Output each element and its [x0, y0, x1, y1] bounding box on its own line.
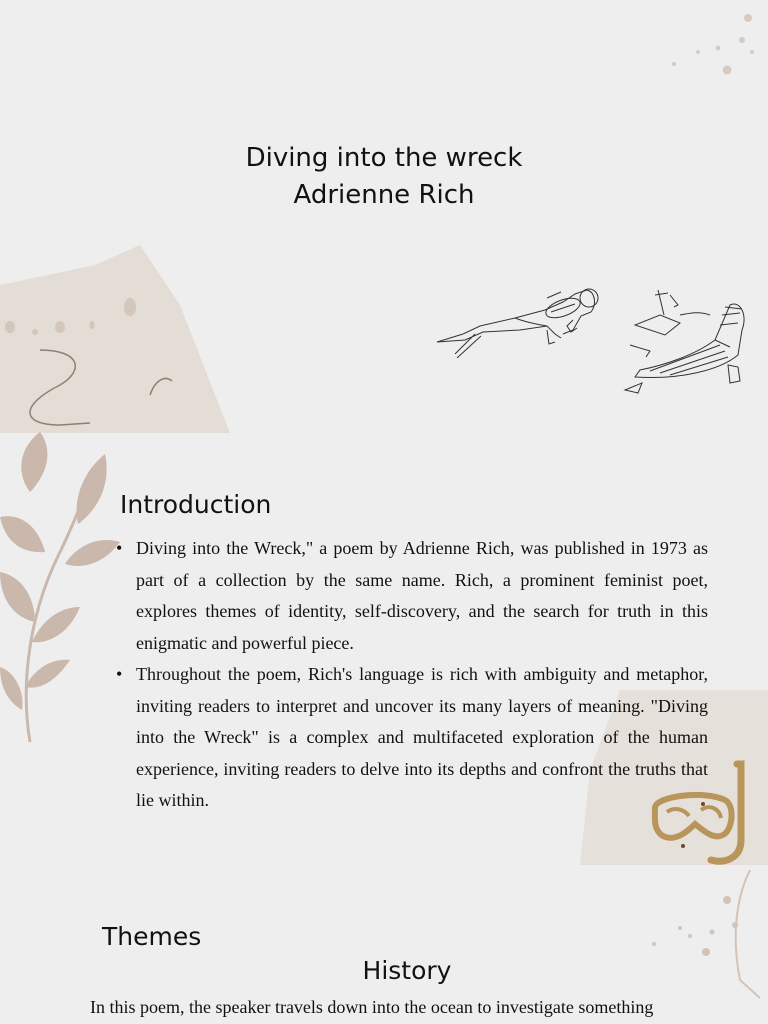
leaf-branch-decoration — [0, 432, 125, 752]
shipwreck-illustration — [620, 285, 750, 400]
introduction-heading: Introduction — [120, 490, 272, 519]
history-text: In this poem, the speaker travels down into the ocean to investigate something — [90, 997, 654, 1017]
diver-illustration — [435, 282, 600, 367]
dot-cluster-decoration — [660, 10, 760, 80]
title-line-1: Diving into the wreck — [245, 143, 523, 173]
bullet-icon: • — [116, 538, 123, 558]
beige-blob-decoration — [0, 245, 230, 435]
introduction-bullet-list — [116, 533, 708, 817]
list-item — [116, 533, 708, 659]
bullet-text: Diving into the Wreck," a poem by Adrienne Rich, was published in 1973 as part of a collection by the same name. Rich, a prominent feminist poet, explores themes of identity, self-discovery, and the search for truth in this enigmatic and powerful piece. — [136, 538, 708, 653]
history-heading: History — [362, 956, 452, 985]
bullet-text: Throughout the poem, Rich's language is rich with ambiguity and metaphor, inviting readers to interpret and uncover its many layers of meaning. "Diving into the Wreck" is a complex and multifaceted exploration of the human experience, inviting readers to delve into its depths and confront the truths that lie within. — [136, 664, 708, 810]
list-item — [116, 659, 708, 817]
title-line-2: Adrienne Rich — [293, 180, 475, 210]
presentation-title — [0, 140, 768, 214]
themes-heading: Themes — [102, 922, 202, 951]
bullet-icon: • — [116, 664, 123, 684]
